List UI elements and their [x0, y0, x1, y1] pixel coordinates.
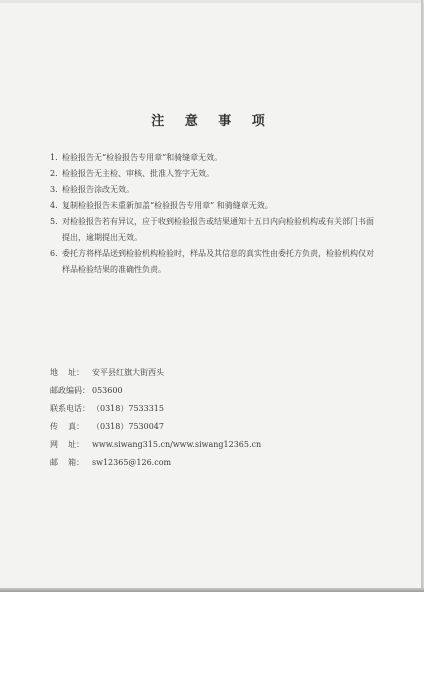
postcode-value: 053600 [92, 386, 123, 395]
note-item [50, 182, 380, 198]
scan-top-edge [0, 0, 424, 3]
note-item [50, 166, 380, 182]
address-value: 安平县红旗大街西头 [92, 368, 164, 377]
fax-row [50, 418, 380, 436]
email-row [50, 454, 380, 472]
postcode-label: 邮政编码： [50, 386, 90, 395]
note-item [50, 150, 380, 166]
website-value: www.siwang315.cn/www.siwang12365.cn [92, 440, 262, 449]
scan-bottom-edge [0, 588, 424, 592]
fax-label: 传 真： [50, 422, 85, 431]
scan-right-shadow [421, 0, 423, 592]
email-value: sw12365@126.com [92, 458, 172, 467]
note-text: 委托方将样品送到检验机构检验时，样品及其信息的真实性由委托方负责，检验机构仅对样品检验结果的准确性负责。 [62, 249, 374, 274]
note-number: 3. [50, 185, 58, 194]
note-item [50, 198, 380, 214]
phone-row [50, 400, 380, 418]
note-number: 1. [50, 153, 58, 162]
email-label: 邮 箱： [50, 458, 85, 467]
note-text: 检验报告无主检、审核、批准人签字无效。 [62, 169, 214, 178]
website-label: 网 址： [50, 440, 85, 449]
note-item [50, 246, 380, 278]
note-number: 4. [50, 201, 58, 210]
note-number: 5. [50, 217, 58, 226]
address-row [50, 364, 380, 382]
website-row [50, 436, 380, 454]
note-text: 检验报告无“检验报告专用章”和骑缝章无效。 [62, 153, 223, 162]
note-text: 对检验报告若有异议，应于收到检验报告或结果通知十五日内向检验机构或有关部门书面提出，逾期提出无效。 [62, 217, 374, 242]
note-item [50, 214, 380, 246]
postcode-row [50, 382, 380, 400]
address-label: 地 址： [50, 368, 85, 377]
notes-list [50, 150, 380, 278]
page-title: 注 意 事 项 [151, 114, 273, 129]
note-number: 2. [50, 169, 58, 178]
contact-block [50, 364, 380, 472]
note-number: 6. [50, 249, 58, 258]
phone-label: 联系电话： [50, 404, 90, 413]
note-text: 检验报告涂改无效。 [62, 185, 134, 194]
fax-value: （0318）7530047 [92, 422, 164, 431]
note-text: 复制检验报告未重新加盖“检验报告专用章” 和骑缝章无效。 [62, 201, 273, 210]
phone-value: （0318）7533315 [92, 404, 164, 413]
